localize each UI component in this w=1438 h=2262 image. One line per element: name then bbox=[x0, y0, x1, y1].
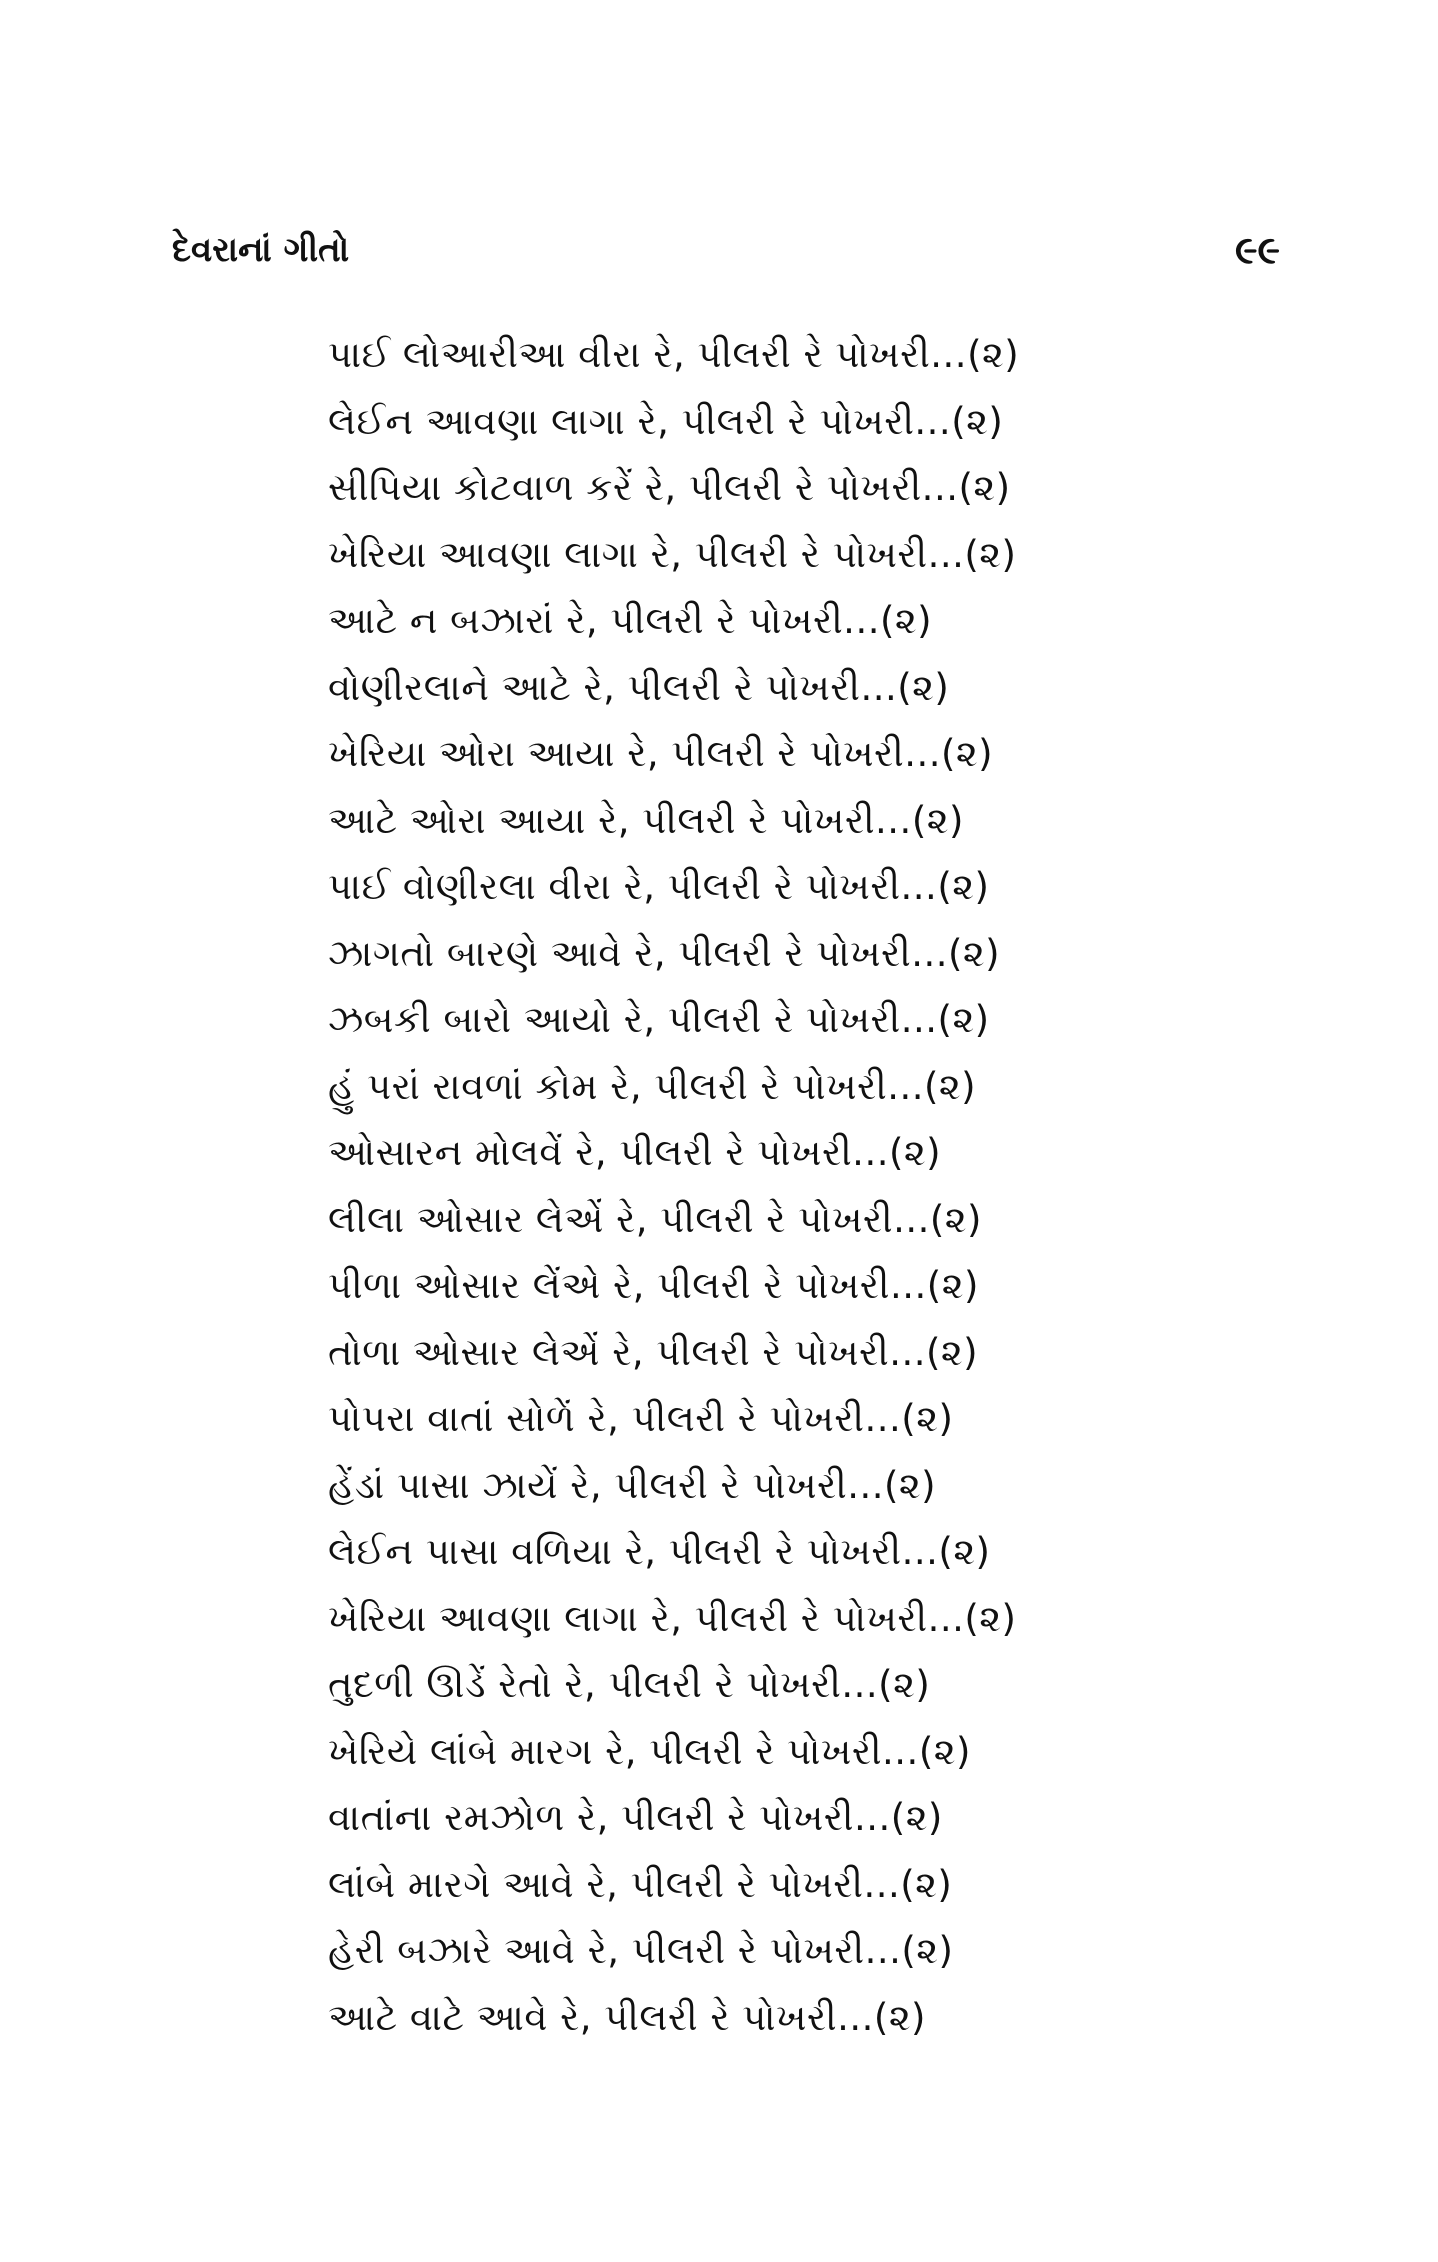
verse-line: ખેરિયા આવણા લાગા રે, પીલરી રે પોખરી...(૨) bbox=[328, 532, 1017, 576]
verse-line: ખેરિયા ઓરા આયા રે, પીલરી રે પોખરી...(૨) bbox=[328, 732, 994, 775]
verse-line: હું પરાં રાવળાં કોમ રે, પીલરી રે પોખરી...(૨) bbox=[328, 1064, 977, 1108]
running-title: દેવરાનાં ગીતો bbox=[172, 230, 350, 270]
verse-line: વોણીરલાને આટે રે, પીલરી રે પોખરી...(૨) bbox=[328, 665, 950, 709]
verse-line: સીપિયા કોટવાળ કરેં રે, પીલરી રે પોખરી...(૨) bbox=[328, 466, 1011, 509]
verse-line: લીલા ઓસાર લેએં રે, પીલરી રે પોખરી...(૨) bbox=[328, 1197, 982, 1241]
verse-line: તોળા ઓસાર લેએં રે, પીલરી રે પોખરી...(૨) bbox=[328, 1330, 979, 1374]
verse-line: પોપરા વાતાં સોળેં રે, પીલરી રે પોખરી...(૨) bbox=[328, 1397, 954, 1440]
verse-line: લાંબે મારગે આવે રે, પીલરી રે પોખરી...(૨) bbox=[328, 1862, 953, 1906]
verse-line: ખેરિયે લાંબે મારગ રે, પીલરી રે પોખરી...(૨) bbox=[328, 1729, 971, 1773]
verse-line: લેઈન પાસા વળિયા રે, પીલરી રે પોખરી...(૨) bbox=[328, 1530, 991, 1573]
verse-line: વાતાંના રમઝોળ રે, પીલરી રે પોખરી...(૨) bbox=[328, 1796, 943, 1839]
verse-line: પાઈ વોણીરલા વીરા રે, પીલરી રે પોખરી...(૨) bbox=[328, 865, 990, 908]
verse-line: હેંડાં પાસા ઝાયેં રે, પીલરી રે પોખરી...(૨) bbox=[328, 1463, 937, 1507]
verse-line: ઝાગતો બારણે આવે રે, પીલરી રે પોખરી...(૨) bbox=[328, 931, 1001, 975]
verse-line: ખેરિયા આવણા લાગા રે, પીલરી રે પોખરી...(૨) bbox=[328, 1596, 1017, 1640]
verse-line: હેરી બઝારે આવે રે, પીલરી રે પોખરી...(૨) bbox=[328, 1929, 954, 1972]
song-verses bbox=[328, 322, 1248, 2051]
verse-line: ઝબકી બારો આયો રે, પીલરી રે પોખરી...(૨) bbox=[328, 998, 990, 1041]
verse-line: આટે ઓરા આયા રે, પીલરી રે પોખરી...(૨) bbox=[328, 798, 964, 842]
verse-line: ઓસારન મોલવેં રે, પીલરી રે પોખરી...(૨) bbox=[328, 1131, 942, 1174]
verse-line: તુદળી ઊડેં રેતો રે, પીલરી રે પોખરી...(૨) bbox=[328, 1663, 931, 1706]
verse-line: લેઈન આવણા લાગા રે, પીલરી રે પોખરી...(૨) bbox=[328, 399, 1004, 443]
verse-line: પાઈ લોઆરીઆ વીરા રે, પીલરી રે પોખરી...(૨) bbox=[328, 333, 1020, 376]
verse-line: આટે વાટે આવે રે, પીલરી રે પોખરી...(૨) bbox=[328, 1995, 926, 2039]
verse-line: પીળા ઓસાર લેંએ રે, પીલરી રે પોખરી...(૨) bbox=[328, 1264, 979, 1307]
verse-line: આટે ન બઝારાં રે, પીલરી રે પોખરી...(૨) bbox=[328, 599, 933, 642]
page-number: ૯૯ bbox=[1235, 228, 1280, 272]
